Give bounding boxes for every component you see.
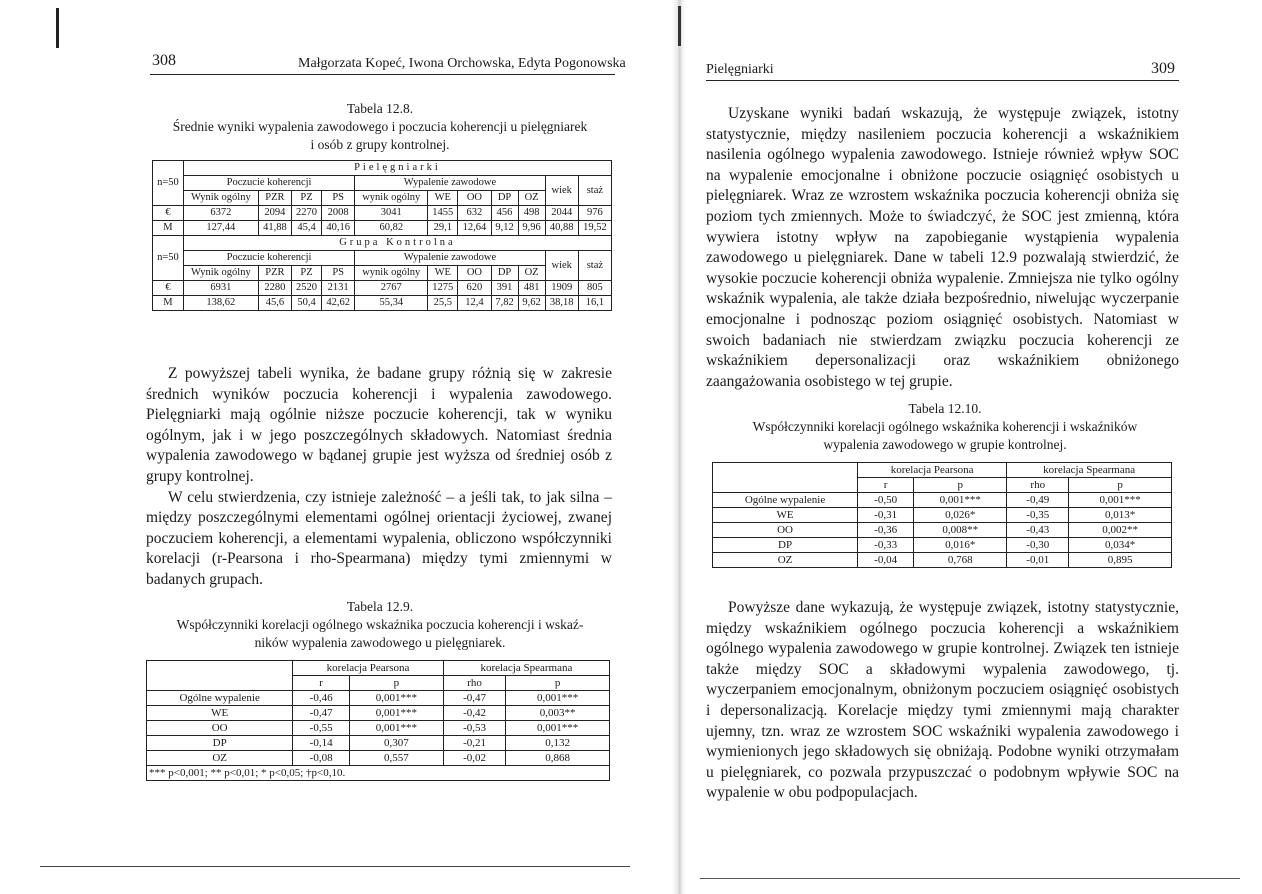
table-cell: 7,82 <box>491 296 518 311</box>
col-r: r <box>858 478 914 493</box>
table-12-8 <box>152 160 612 311</box>
table-12-10-body <box>713 493 1172 568</box>
col-dp: DP <box>491 266 518 281</box>
table-row <box>153 281 612 296</box>
table-cell: 498 <box>518 206 545 221</box>
page-number: 309 <box>1151 60 1175 77</box>
header-rule <box>150 74 615 75</box>
table-cell: -0,14 <box>293 736 350 751</box>
table-cell: 620 <box>458 281 491 296</box>
table-cell: 0,001*** <box>506 721 610 736</box>
table-title: Współczynniki korelacji ogólnego wskaźnika poczucia koherencji i wskaź- <box>176 617 584 632</box>
table-cell: 0,001*** <box>506 691 610 706</box>
table-cell: 0,026* <box>914 508 1007 523</box>
paragraph: Powyższe dane wykazują, że występuje związek, istotny statystycznie, między wskaźnikiem ogólnego poczucia koherencji a wskaźnikiem ogólnego wypalenia zawodowego w grupie kontrolnej. Związek ten istnieje także między SOC a składowymi wypalenia zawodowego, tj. wyczerpaniem emocjonalnym, obniżonym poczuciem osiągnięć osobistych i depersonalizacją. Korelacje między tymi zmiennymi mają charakter ujemny, tzn. wraz ze wzrostem SOC wskaźniki wypalenia zawodowego i wymienionych jego składowych się obniżają. Podobne wyniki otrzymałam u pielęgniarek, co pozwala przypuszczać o podobnym wpływie SOC na wypalenie w obu podpopulacjach. <box>706 599 1179 802</box>
row-label: OZ <box>147 751 293 766</box>
page-number: 308 <box>152 52 176 69</box>
table-cell: -0,01 <box>1007 553 1069 568</box>
table-title: Średnie wyniki wypalenia zawodowego i poczucia koherencji u pielęgniarek <box>172 119 588 134</box>
col-oo: OO <box>458 191 491 206</box>
table-cell: 0,034* <box>1069 538 1172 553</box>
table-cell: 0,307 <box>349 736 443 751</box>
table-cell: 6372 <box>183 206 258 221</box>
table-cell: 38,18 <box>545 296 578 311</box>
table-row <box>713 553 1172 568</box>
table-cell: 9,62 <box>518 296 545 311</box>
table-footnote: *** p<0,001; ** p<0,01; * p<0,05; †p<0,10. <box>147 766 610 781</box>
col-dp: DP <box>491 191 518 206</box>
table-cell: 2131 <box>322 281 355 296</box>
table-cell: 3041 <box>355 206 428 221</box>
table-row <box>153 221 612 236</box>
table-cell: 0,895 <box>1069 553 1172 568</box>
right-body-text-2 <box>706 598 1179 804</box>
row-label: € <box>153 206 184 221</box>
col-ps: PS <box>322 266 355 281</box>
table-12-10-caption <box>710 400 1180 454</box>
soc-header: Poczucie koherencji <box>183 176 354 191</box>
table-cell: 41,88 <box>258 221 291 236</box>
table-cell: 976 <box>578 206 611 221</box>
table-row <box>147 751 610 766</box>
table-cell: -0,21 <box>443 736 506 751</box>
table-12-8-caption <box>140 100 620 154</box>
table-cell: 12,64 <box>458 221 491 236</box>
table-cell: 0,132 <box>506 736 610 751</box>
table-cell: 0,001*** <box>349 691 443 706</box>
n-label: n=50 <box>153 236 184 281</box>
table-cell: -0,08 <box>293 751 350 766</box>
table-cell: 40,88 <box>545 221 578 236</box>
col-p: p <box>506 676 610 691</box>
table-cell: 0,003** <box>506 706 610 721</box>
table-cell: -0,46 <box>293 691 350 706</box>
table-cell: -0,35 <box>1007 508 1069 523</box>
table-cell: -0,53 <box>443 721 506 736</box>
pearson-header: korelacja Pearsona <box>858 463 1007 478</box>
table-cell: -0,02 <box>443 751 506 766</box>
row-label: DP <box>713 538 858 553</box>
table-cell: 1909 <box>545 281 578 296</box>
col-oz: OZ <box>518 191 545 206</box>
table-12-9-caption <box>140 598 620 652</box>
table-row <box>147 691 610 706</box>
table-row <box>713 523 1172 538</box>
table-row <box>147 706 610 721</box>
col-pzr: PZR <box>258 191 291 206</box>
table-label: Tabela 12.8. <box>346 101 414 116</box>
table-cell: 0,001*** <box>914 493 1007 508</box>
table-cell: 0,768 <box>914 553 1007 568</box>
col-we: WE <box>428 191 458 206</box>
paragraph: W celu stwierdzenia, czy istnieje zależność – a jeśli tak, to jak silna – między poszczególnymi elementami ogólnej orientacji życiowej, zwanej poczuciem koherencji, a elementami wypalenia, obliczono współczynniki korelacji (r-Pearsona i rho-Spearmana) między tymi zmiennymi w badanych grupach. <box>146 488 612 588</box>
table-cell: 42,62 <box>322 296 355 311</box>
row-label: Ogólne wypalenie <box>147 691 293 706</box>
col-rho: rho <box>1007 478 1069 493</box>
table-cell: 9,96 <box>518 221 545 236</box>
col-oo: OO <box>458 266 491 281</box>
burnout-header: Wypalenie zawodowe <box>355 176 545 191</box>
table-row <box>713 508 1172 523</box>
col-ps: PS <box>322 191 355 206</box>
table-cell: 0,001*** <box>349 721 443 736</box>
group-title: Grupa Kontrolna <box>183 236 611 251</box>
table-title: Współczynniki korelacji ogólnego wskaźnika koherencji i wskaźników <box>752 419 1138 434</box>
col-wynik-ogolny: wynik ogólny <box>355 266 428 281</box>
col-oz: OZ <box>518 266 545 281</box>
table-row <box>713 493 1172 508</box>
table-12-9 <box>146 660 610 781</box>
table-cell: -0,31 <box>858 508 914 523</box>
col-wiek: wiek <box>545 176 578 206</box>
pearson-header: korelacja Pearsona <box>293 661 443 676</box>
table-cell: 50,4 <box>292 296 322 311</box>
row-label: WE <box>713 508 858 523</box>
table-cell: 1455 <box>428 206 458 221</box>
table-cell: 12,4 <box>458 296 491 311</box>
col-staz: staż <box>578 176 611 206</box>
table-cell: 60,82 <box>355 221 428 236</box>
table-cell: -0,49 <box>1007 493 1069 508</box>
table-row <box>153 206 612 221</box>
table-title: i osób z grupy kontrolnej. <box>310 137 450 152</box>
table-cell: 2520 <box>292 281 322 296</box>
right-page <box>640 0 1262 894</box>
paragraph: Z powyższej tabeli wynika, że badane grupy różnią się w zakresie średnich wyników poczucia koherencji i wypalenia zawodowego. Pielęgniarki mają ogólnie niższe poczucie koherencji, tak w wyniku ogólnym, jak i w jego poszczególnych składowych. Natomiast średnia wypalenia zawodowego w bądanej grupie jest wyższa od średniej osób z grupy kontrolnej. <box>146 365 612 485</box>
row-label: M <box>153 296 184 311</box>
table-cell: 0,002** <box>1069 523 1172 538</box>
table-cell: 0,013* <box>1069 508 1172 523</box>
header-rule <box>706 80 1179 81</box>
table-cell: 45,4 <box>292 221 322 236</box>
table-cell: 0,016* <box>914 538 1007 553</box>
table-cell: -0,42 <box>443 706 506 721</box>
table-cell: -0,47 <box>443 691 506 706</box>
right-body-text <box>706 104 1179 392</box>
table-cell: -0,36 <box>858 523 914 538</box>
table-12-9-body <box>147 691 610 766</box>
n-label: n=50 <box>153 161 184 206</box>
row-label: Ogólne wypalenie <box>713 493 858 508</box>
table-cell: 127,44 <box>183 221 258 236</box>
col-wynik-ogolny: wynik ogólny <box>355 191 428 206</box>
row-label: € <box>153 281 184 296</box>
left-body-text <box>146 364 612 591</box>
table-cell: -0,55 <box>293 721 350 736</box>
row-label: M <box>153 221 184 236</box>
table-row <box>147 736 610 751</box>
table-cell: -0,50 <box>858 493 914 508</box>
table-cell: 2767 <box>355 281 428 296</box>
col-pz: PZ <box>292 266 322 281</box>
table-cell: -0,04 <box>858 553 914 568</box>
table-cell: 2008 <box>322 206 355 221</box>
table-cell: 481 <box>518 281 545 296</box>
table-cell: 1275 <box>428 281 458 296</box>
table-title: wypalenia zawodowego w grupie kontrolnej. <box>823 437 1067 452</box>
table-cell: 6931 <box>183 281 258 296</box>
table-cell: 40,16 <box>322 221 355 236</box>
table-cell: 632 <box>458 206 491 221</box>
spearman-header: korelacja Spearmana <box>443 661 609 676</box>
table-label: Tabela 12.9. <box>346 599 414 614</box>
table-row <box>713 538 1172 553</box>
col-rho: rho <box>443 676 506 691</box>
col-r: r <box>293 676 350 691</box>
col-p: p <box>914 478 1007 493</box>
table-cell: 19,52 <box>578 221 611 236</box>
table-cell: 16,1 <box>578 296 611 311</box>
table-cell: 0,557 <box>349 751 443 766</box>
table-cell: 29,1 <box>428 221 458 236</box>
table-cell: -0,33 <box>858 538 914 553</box>
table-cell: 2044 <box>545 206 578 221</box>
table-cell: 456 <box>491 206 518 221</box>
table-cell: -0,30 <box>1007 538 1069 553</box>
soc-header: Poczucie koherencji <box>183 251 354 266</box>
table-cell: 25,5 <box>428 296 458 311</box>
table-cell: 45,6 <box>258 296 291 311</box>
table-12-10 <box>712 462 1172 568</box>
group-title: Pielęgniarki <box>183 161 611 176</box>
running-head: Małgorzata Kopeć, Iwona Orchowska, Edyta Pogonowska <box>298 56 626 71</box>
table-title: ników wypalenia zawodowego u pielęgniarek. <box>254 635 506 650</box>
table-row <box>147 721 610 736</box>
table-cell: 9,12 <box>491 221 518 236</box>
col-wiek: wiek <box>545 251 578 281</box>
table-cell: 805 <box>578 281 611 296</box>
corner-cell <box>713 463 858 493</box>
col-pzr: PZR <box>258 266 291 281</box>
table-cell: 2270 <box>292 206 322 221</box>
paragraph: Uzyskane wyniki badań wskazują, że występuje związek, istotny statystycznie, między nasileniem poczucia koherencji a wskaźnikiem nasilenia ogólnego wypalenia zawodowego. Istnieje również wpływ SOC na wypalenie emocjonalne i obniżone poczucie osiągnięć osobistych u pielęgniarek. Wraz ze wzrostem wskaźnika poczucia koherencji obniża się poziom tych zmiennych. Może to świadczyć, że SOC jest zmienną, która wywiera istotny wpływ na zapobieganie wystąpienia wypalenia zawodowego u pielęgniarek. Dane w tabeli 12.9 pozwalają stwierdzić, że wysokie poczucie koherencji obniża wypalenie. Zmniejsza nie tylko ogólny wskaźnik wypalenia, ale także działa bezpośrednio, niwelując wyczerpanie emocjonalne i podnosząc poziom osiągnięć osobistych. Natomiast w swoich badaniach nie stwierdzam związku poczucia koherencji ze wskaźnikiem depersonalizacji oraz wskaźnikiem obniżonego zaangażowania osobistego w tej grupie. <box>706 105 1179 390</box>
col-pz: PZ <box>292 191 322 206</box>
table-cell: -0,43 <box>1007 523 1069 538</box>
col-we: WE <box>428 266 458 281</box>
col-p: p <box>349 676 443 691</box>
table-cell: 0,001*** <box>1069 493 1172 508</box>
table-cell: -0,47 <box>293 706 350 721</box>
group2-body <box>153 281 612 311</box>
col-staz: staż <box>578 251 611 281</box>
col-wynik-ogolny: Wynik ogólny <box>183 191 258 206</box>
row-label: OO <box>147 721 293 736</box>
table-cell: 138,62 <box>183 296 258 311</box>
corner-cell <box>147 661 293 691</box>
table-cell: 0,001*** <box>349 706 443 721</box>
table-cell: 0,868 <box>506 751 610 766</box>
table-cell: 0,008** <box>914 523 1007 538</box>
spearman-header: korelacja Spearmana <box>1007 463 1172 478</box>
table-cell: 55,34 <box>355 296 428 311</box>
table-label: Tabela 12.10. <box>908 401 982 416</box>
row-label: WE <box>147 706 293 721</box>
table-cell: 391 <box>491 281 518 296</box>
row-label: OO <box>713 523 858 538</box>
burnout-header: Wypalenie zawodowe <box>355 251 545 266</box>
running-head: Pielęgniarki <box>706 62 774 77</box>
table-row <box>153 296 612 311</box>
col-p: p <box>1069 478 1172 493</box>
row-label: OZ <box>713 553 858 568</box>
table-cell: 2094 <box>258 206 291 221</box>
group1-body <box>153 206 612 236</box>
row-label: DP <box>147 736 293 751</box>
table-cell: 2280 <box>258 281 291 296</box>
col-wynik-ogolny: Wynik ogólny <box>183 266 258 281</box>
